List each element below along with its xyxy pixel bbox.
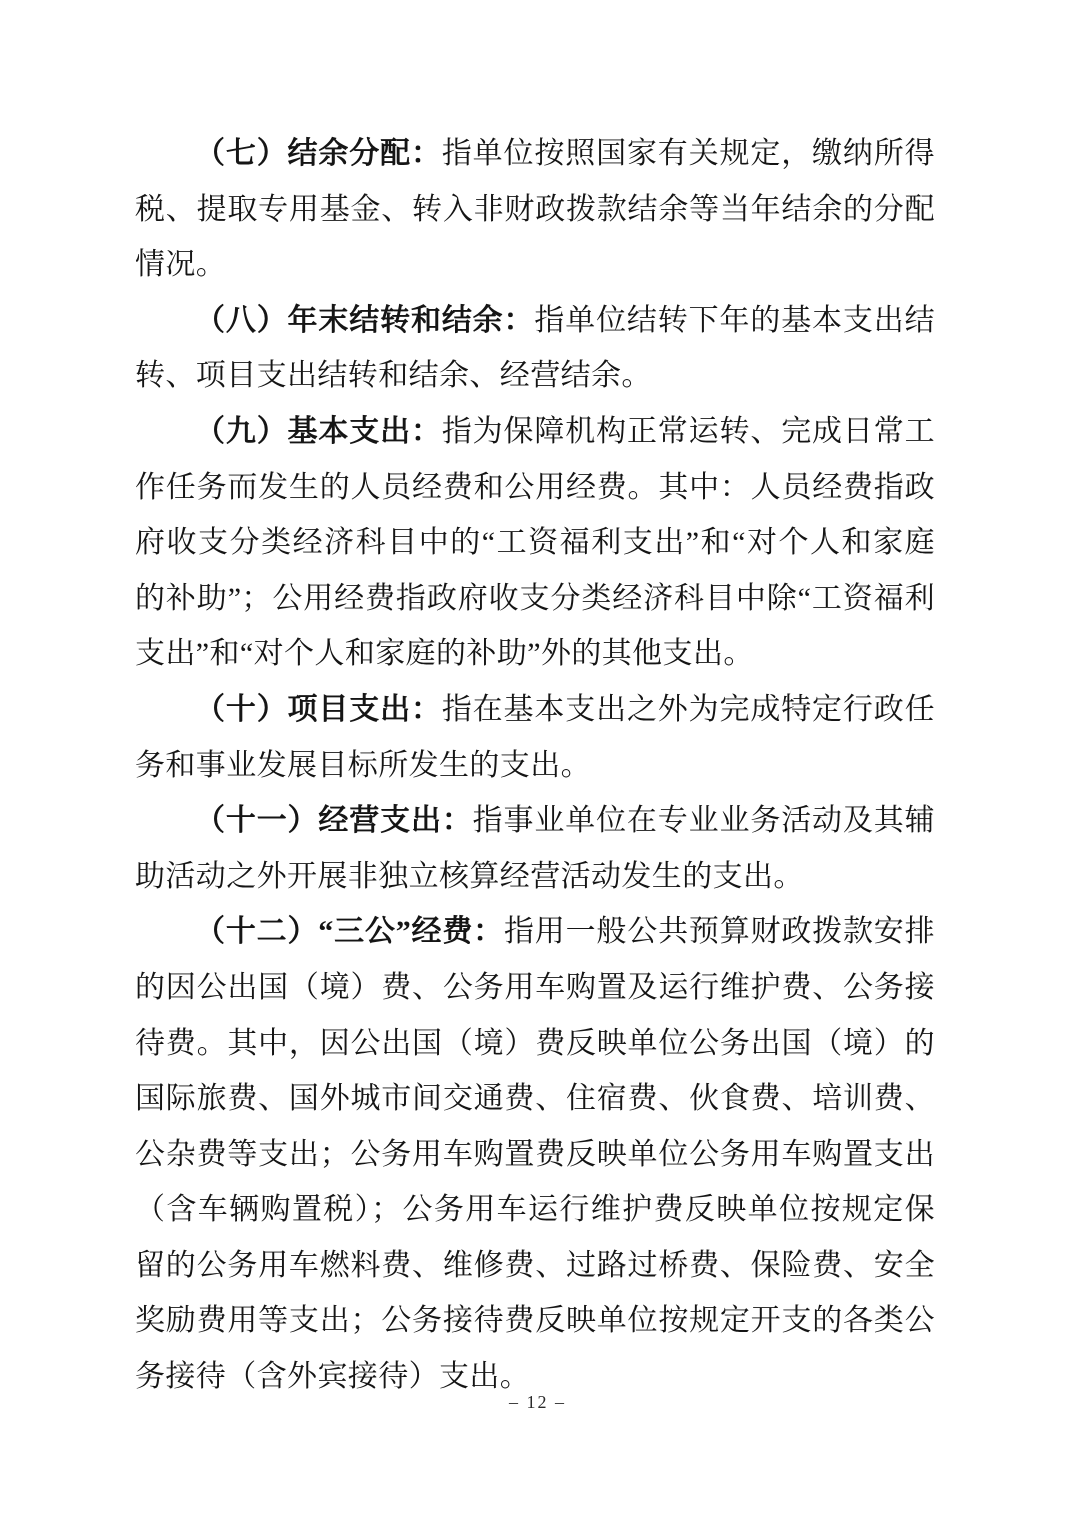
definition-item-9 bbox=[135, 404, 935, 682]
page-number: – 12 – bbox=[509, 1392, 566, 1412]
definition-text: 指单位结转下年的基本支出结转、项目支出结转和结余、经营结余。 bbox=[135, 303, 935, 393]
definition-item-12 bbox=[135, 904, 935, 1404]
definition-item-11 bbox=[135, 793, 935, 904]
definition-text: 指为保障机构正常运转、完成日常工作任务而发生的人员经费和公用经费。其中：人员经费指政府收支分类经济科目中的“工资福利支出”和“对个人和家庭的补助”；公用经费指政府收支分类经济科目中除“工资福利支出”和“对个人和家庭的补助”外的其他支出。 bbox=[135, 414, 936, 671]
document-body bbox=[135, 126, 935, 1405]
definition-text: 指单位按照国家有关规定，缴纳所得税、提取专用基金、转入非财政拨款结余等当年结余的分配情况。 bbox=[135, 137, 936, 282]
definition-item-8 bbox=[135, 293, 935, 404]
definition-term: （九）基本支出： bbox=[195, 414, 442, 448]
definition-term: （七）结余分配： bbox=[195, 137, 442, 170]
definition-item-10 bbox=[135, 682, 935, 793]
definition-term: （十二）“三公”经费： bbox=[195, 915, 504, 949]
definition-term: （十）项目支出： bbox=[195, 692, 442, 726]
definition-text: 指在基本支出之外为完成特定行政任务和事业发展目标所发生的支出。 bbox=[135, 692, 936, 782]
definition-text: 指事业单位在专业业务活动及其辅助活动之外开展非独立核算经营活动发生的支出。 bbox=[135, 804, 935, 893]
definition-term: （八）年末结转和结余： bbox=[195, 303, 535, 337]
definition-text: 指用一般公共预算财政拨款安排的因公出国（境）费、公务用车购置及运行维护费、公务接待费。其中，因公出国（境）费反映单位公务出国（境）的国际旅费、国外城市间交通费、住宿费、伙食费、培训费、公杂费等支出；公务用车购置费反映单位公务用车购置支出（含车辆购置税）；公务用车运行维护费反映单位按规定保留的公务用车燃料费、维修费、过路过桥费、保险费、安全奖励费用等支出；公务接待费反映单位按规定开支的各类公务接待（含外宾接待）支出。 bbox=[135, 915, 935, 1394]
definition-term: （十一）经营支出： bbox=[195, 804, 473, 838]
definition-item-7 bbox=[135, 126, 935, 293]
